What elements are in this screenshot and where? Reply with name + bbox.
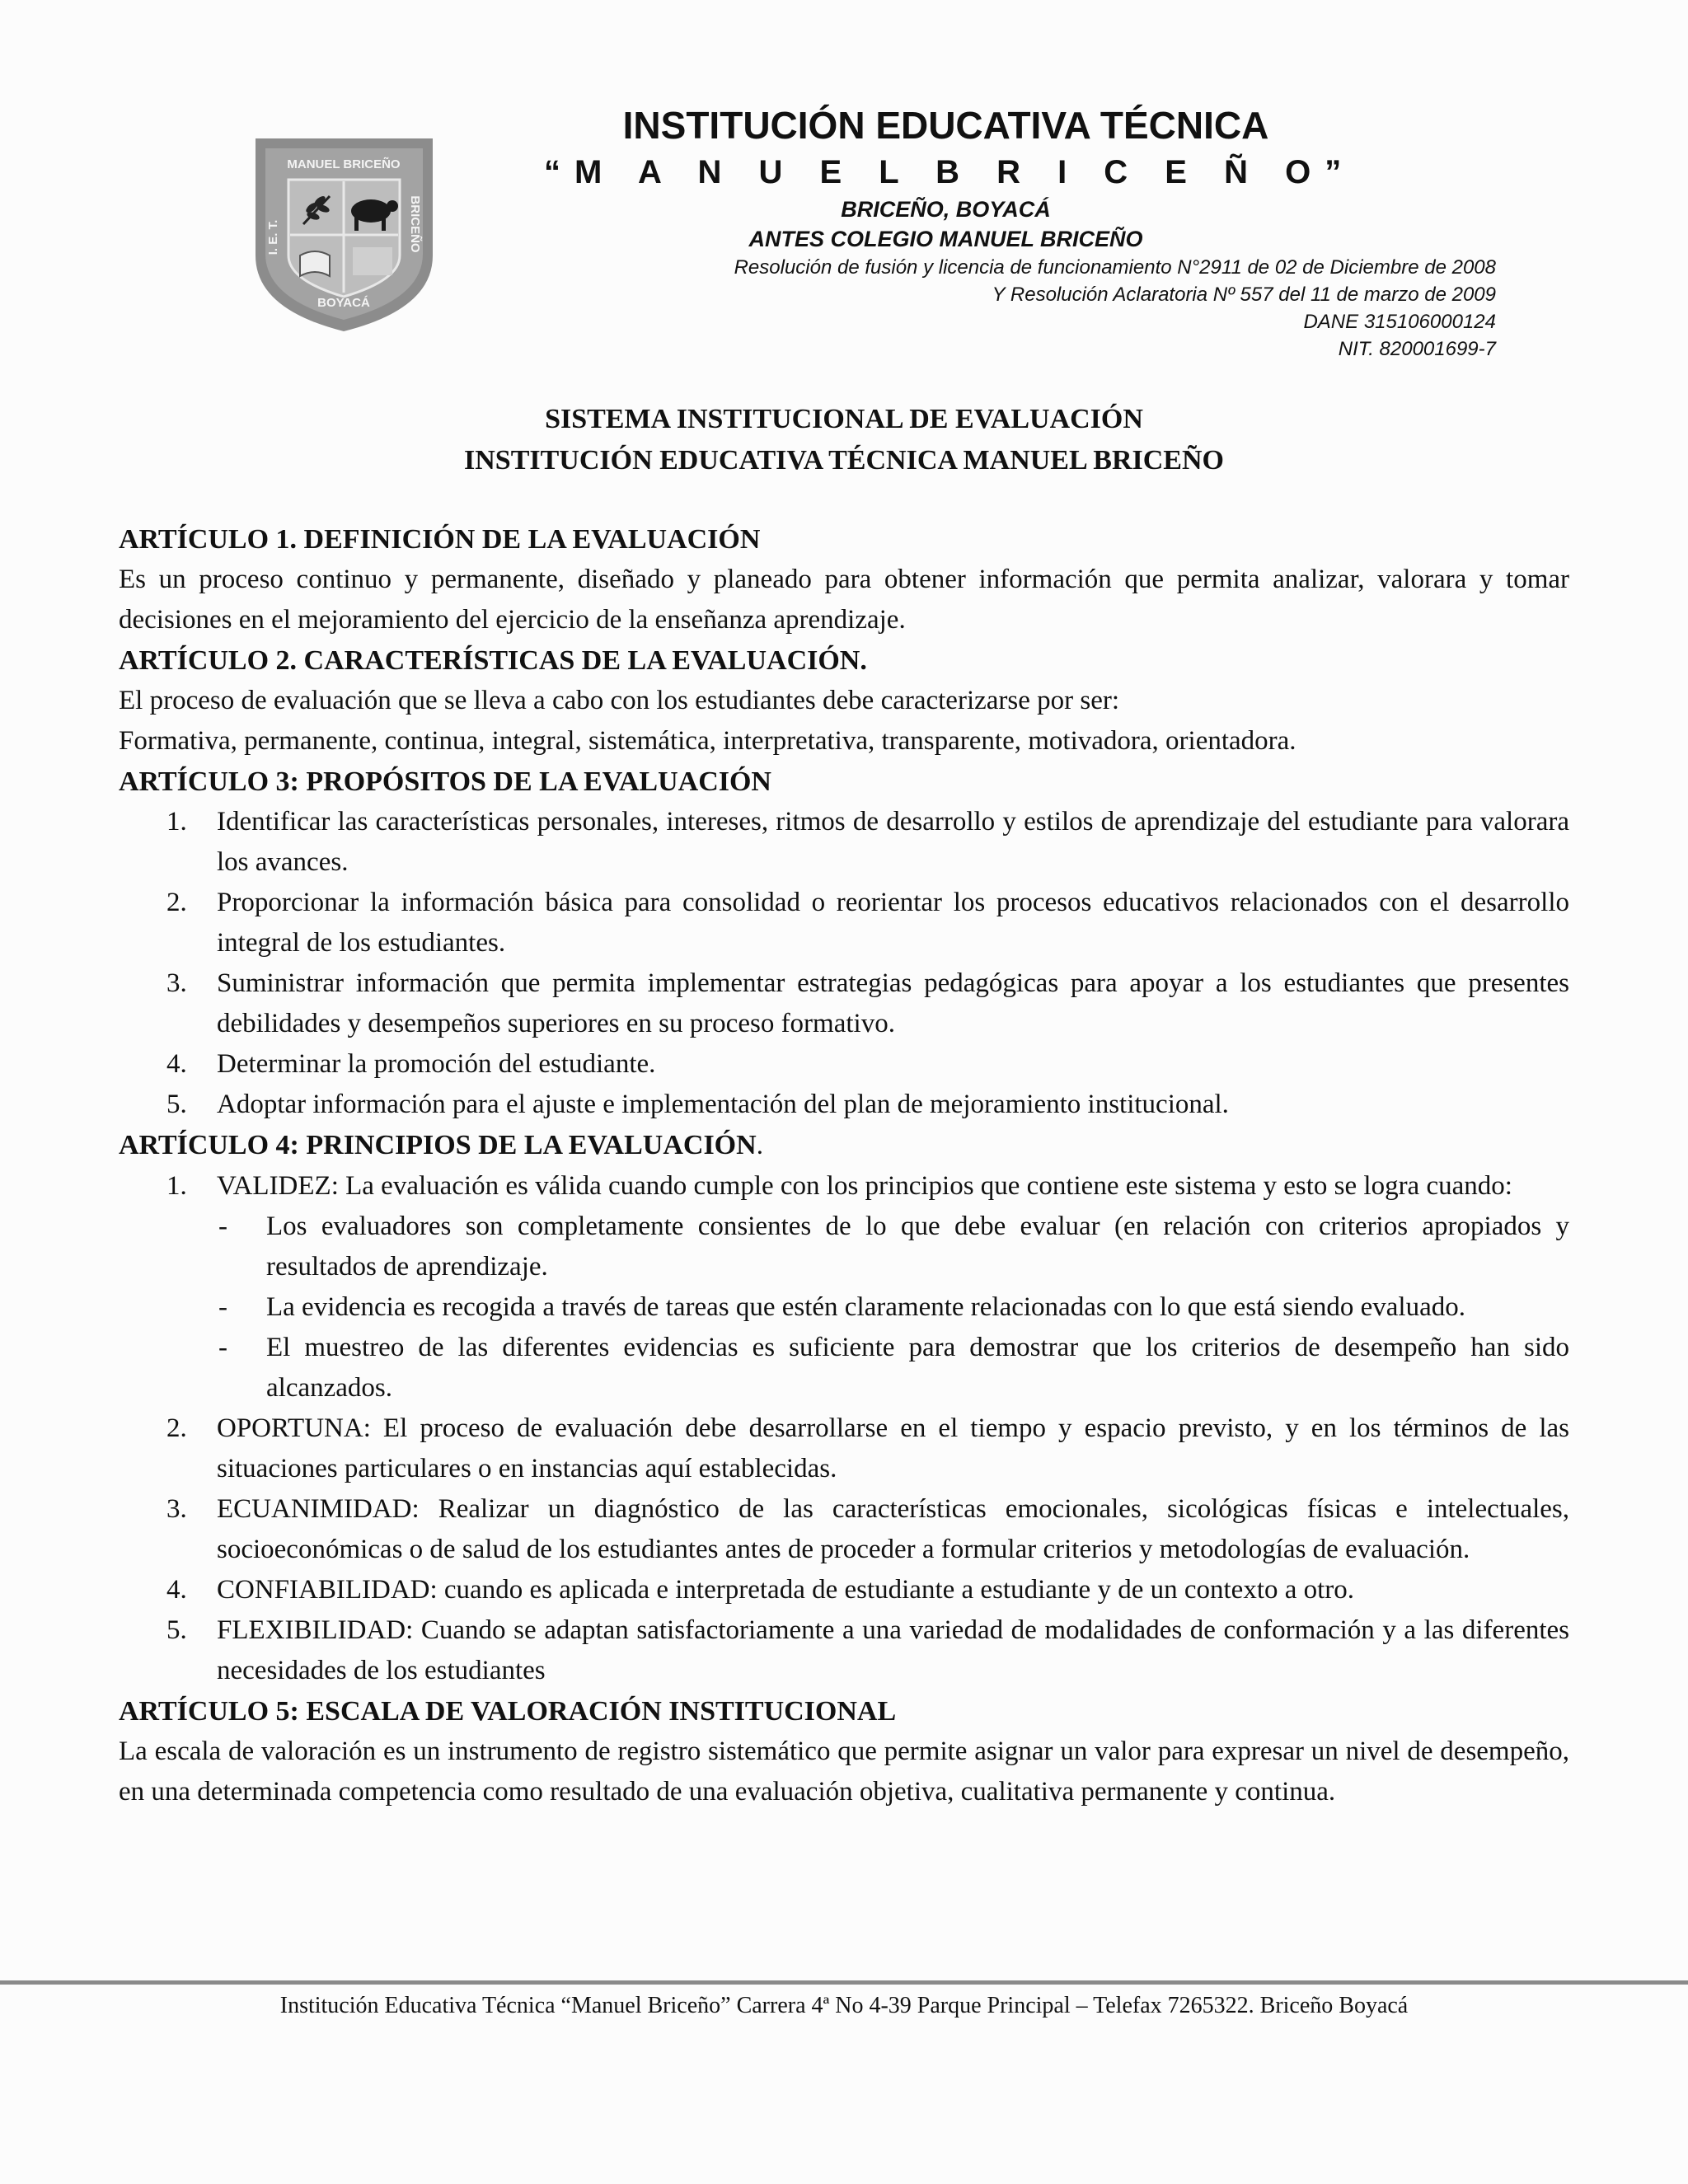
article-3-heading: ARTÍCULO 3: PROPÓSITOS DE LA EVALUACIÓN <box>119 766 771 797</box>
footer-divider <box>0 1980 1688 1985</box>
article-5-text: La escala de valoración es un instrumento de registro sistemático que permite asignar un valor para expresar un nivel de desempeño, en una determinada competencia como resultado de una evaluación objetiva, cualitativa permanente y continua. <box>119 1736 1569 1807</box>
list-item <box>119 1044 1569 1085</box>
footer-address: Institución Educativa Técnica “Manuel Briceño” Carrera 4ª No 4-39 Parque Principal – Telefax 7265322. Briceño Boyacá <box>279 1993 1409 2018</box>
article-2-text-1: El proceso de evaluación que se lleva a cabo con los estudiantes debe caracterizarse por ser: <box>119 686 1120 715</box>
list-text: VALIDEZ: La evaluación es válida cuando cumple con los principios que contiene este sistema y esto se logra cuando: <box>217 1171 1512 1201</box>
field-icon <box>353 247 392 275</box>
list-number: 3. <box>166 1494 187 1524</box>
list-text: Adoptar información para el ajuste e implementación del plan de mejoramiento institucional. <box>217 1090 1229 1119</box>
list-text: ECUANIMIDAD: Realizar un diagnóstico de las características emocionales, sicológicas físicas e intelectuales, socioeconómicas o de salud de los estudiantes antes de proceder a formular criterios y metodologías de evaluación. <box>217 1494 1569 1564</box>
dash-bullet: - <box>218 1292 227 1322</box>
list-item <box>119 1489 1569 1570</box>
shield-icon <box>247 132 441 334</box>
list-item <box>119 1408 1569 1489</box>
crest-top-text: MANUEL BRICEÑO <box>287 157 401 171</box>
crest-right-text: BRICEÑO <box>408 195 422 253</box>
list-item <box>119 1570 1569 1610</box>
list-item <box>119 1610 1569 1691</box>
institution-name: INSTITUCIÓN EDUCATIVA TÉCNICA <box>622 104 1269 147</box>
list-text: FLEXIBILIDAD: Cuando se adaptan satisfactoriamente a una variedad de modalidades de conformación y a las diferentes necesidades de los estudiantes <box>217 1615 1569 1685</box>
title-line-2: INSTITUCIÓN EDUCATIVA TÉCNICA MANUEL BRICEÑO <box>464 445 1224 476</box>
validez-sublist <box>217 1207 1569 1408</box>
list-number: 2. <box>166 1413 187 1443</box>
sublist-text: El muestreo de las diferentes evidencias es suficiente para demostrar que los criterios de desempeño han sido alcanzados. <box>266 1333 1569 1403</box>
list-text: Suministrar información que permita implementar estrategias pedagógicas para apoyar a los estudiantes que presentes debilidades y desempeños superiores en su proceso formativo. <box>217 968 1569 1038</box>
article-1-text: Es un proceso continuo y permanente, diseñado y planeado para obtener información que permita analizar, valorara y tomar decisiones en el mejoramiento del ejercicio de la enseñanza aprendizaje. <box>119 565 1569 635</box>
article-2-heading: ARTÍCULO 2. CARACTERÍSTICAS DE LA EVALUACIÓN. <box>119 645 867 676</box>
sublist-item <box>217 1328 1569 1408</box>
institution-quoted-name: “M A N U E L B R I C E Ñ O” <box>544 154 1356 190</box>
list-number: 1. <box>166 807 187 837</box>
article-4-heading-suffix: . <box>756 1131 763 1160</box>
article-4-heading: ARTÍCULO 4: PRINCIPIOS DE LA EVALUACIÓN <box>119 1130 757 1160</box>
sublist-text: La evidencia es recogida a través de tareas que estén claramente relacionadas con lo que está siendo evaluado. <box>266 1292 1465 1322</box>
crest-bottom-text: BOYACÁ <box>317 296 370 310</box>
list-number: 5. <box>166 1090 187 1119</box>
sublist-item <box>217 1207 1569 1287</box>
nit-code: NIT. 820001699-7 <box>1338 338 1496 360</box>
article-4-list <box>119 1166 1569 1691</box>
article-4-heading-line <box>119 1125 1569 1166</box>
dash-bullet: - <box>218 1333 227 1362</box>
list-number: 5. <box>166 1615 187 1645</box>
list-item <box>119 963 1569 1044</box>
list-text: CONFIABILIDAD: cuando es aplicada e interpretada de estudiante a estudiante y de un contexto a otro. <box>217 1575 1355 1605</box>
resolution-line-1: Resolución de fusión y licencia de funcionamiento N°2911 de 02 de Diciembre de 2008 <box>734 256 1496 279</box>
list-number: 4. <box>166 1575 187 1605</box>
title-line-1: SISTEMA INSTITUCIONAL DE EVALUACIÓN <box>545 404 1143 434</box>
book-icon <box>300 251 330 276</box>
location: BRICEÑO, BOYACÁ <box>841 197 1051 222</box>
list-number: 4. <box>166 1049 187 1079</box>
sublist-text: Los evaluadores son completamente consientes de lo que debe evaluar (en relación con criterios apropiados y resultados de aprendizaje. <box>266 1212 1569 1282</box>
list-number: 3. <box>166 968 187 998</box>
school-crest-logo <box>247 132 441 334</box>
list-text: Identificar las características personales, intereses, ritmos de desarrollo y estilos de aprendizaje del estudiante para valorara los avances. <box>217 807 1569 877</box>
dane-code: DANE 315106000124 <box>1303 311 1496 333</box>
list-text: OPORTUNA: El proceso de evaluación debe desarrollarse en el tiempo y espacio previsto, y en los términos de las situaciones particulares o en instancias aquí establecidas. <box>217 1413 1569 1483</box>
document-body <box>119 519 1569 1812</box>
former-name: ANTES COLEGIO MANUEL BRICEÑO <box>748 227 1143 251</box>
list-text: Proporcionar la información básica para consolidad o reorientar los procesos educativos relacionados con el desarrollo integral de los estudiantes. <box>217 888 1569 958</box>
article-3-list <box>119 802 1569 1125</box>
list-number: 1. <box>166 1171 187 1201</box>
sublist-item <box>217 1287 1569 1328</box>
crest-left-text: I. E. T. <box>266 219 280 255</box>
document-title <box>0 399 1688 481</box>
list-number: 2. <box>166 888 187 917</box>
list-item <box>119 1085 1569 1125</box>
article-1-heading: ARTÍCULO 1. DEFINICIÓN DE LA EVALUACIÓN <box>119 524 761 555</box>
resolution-line-2: Y Resolución Aclaratoria Nº 557 del 11 de marzo de 2009 <box>992 284 1496 306</box>
list-item <box>119 1166 1569 1408</box>
letterhead <box>462 101 1496 363</box>
list-item <box>119 802 1569 883</box>
list-item <box>119 883 1569 963</box>
article-2-text-2: Formativa, permanente, continua, integral, sistemática, interpretativa, transparente, motivadora, orientadora. <box>119 726 1296 756</box>
article-5-heading: ARTÍCULO 5: ESCALA DE VALORACIÓN INSTITUCIONAL <box>119 1696 897 1727</box>
dash-bullet: - <box>218 1212 227 1241</box>
list-text: Determinar la promoción del estudiante. <box>217 1049 656 1079</box>
